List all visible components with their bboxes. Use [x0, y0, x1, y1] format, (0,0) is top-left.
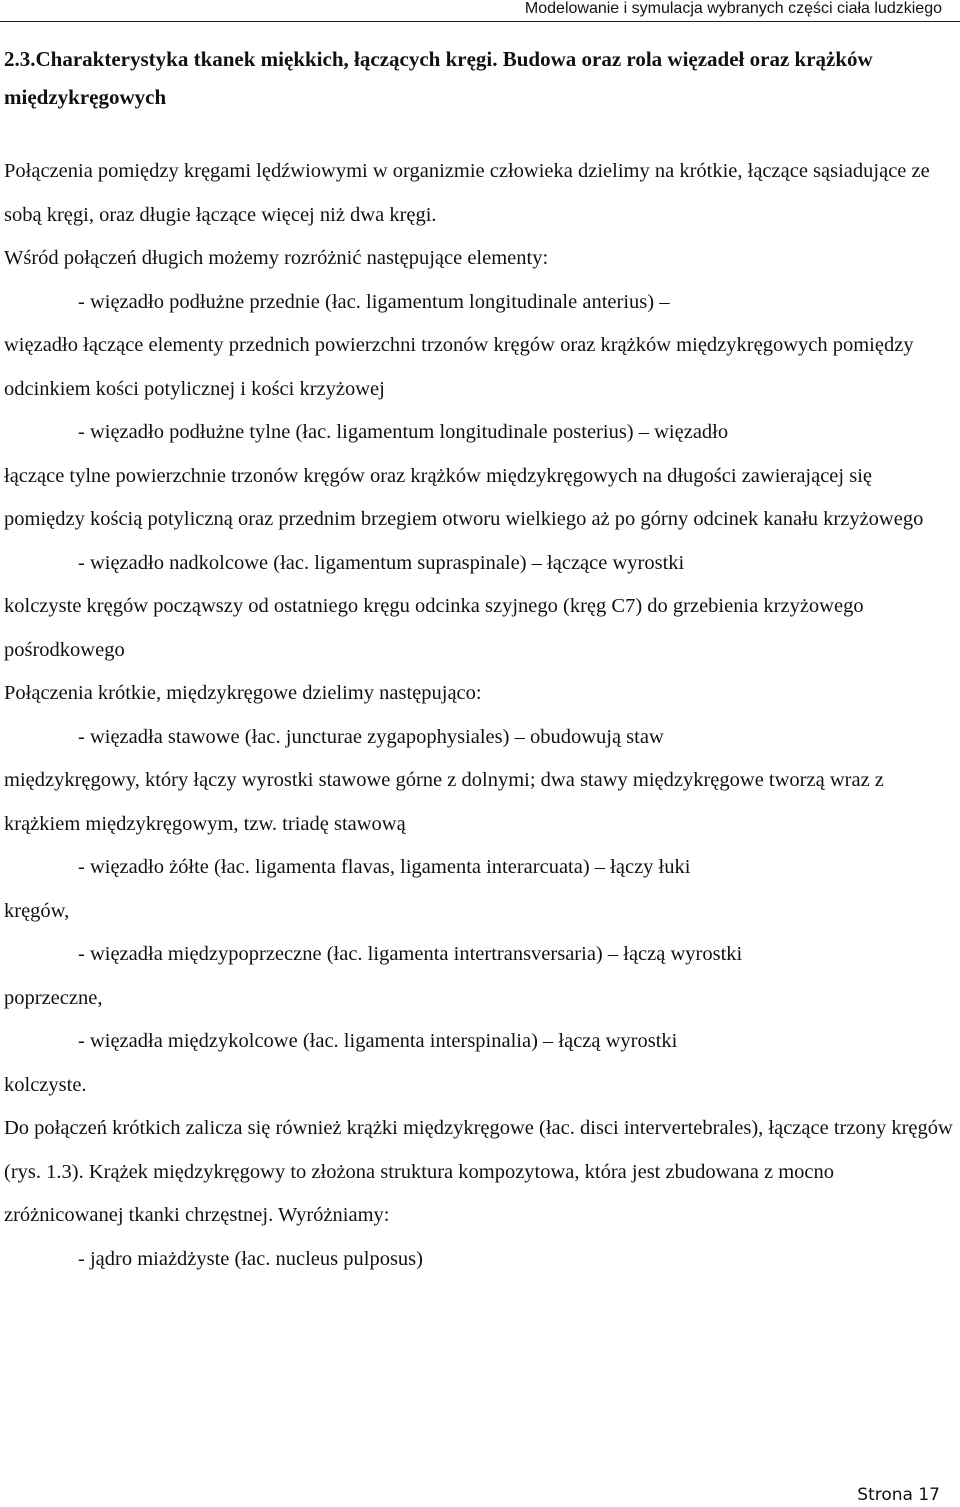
list-item [4, 542, 954, 673]
list-item-lead: - więzadła międzykolcowe (łac. ligamenta interspinalia) – łączą wyrostki [78, 1030, 678, 1052]
list-item [4, 1020, 954, 1107]
list-item-lead: - więzadła stawowe (łac. juncturae zygapophysiales) – obudowują staw [78, 725, 664, 748]
list-item [4, 411, 954, 542]
list-item-text: poprzeczne, [4, 986, 103, 1009]
list-item-lead: - więzadło nadkolcowe (łac. ligamentum supraspinale) – łączące wyrostki [78, 551, 685, 574]
list-item-lead: - więzadło żółte (łac. ligamenta flavas, ligamenta interarcuata) – łączy łuki [78, 856, 691, 878]
paragraph-short-joints: Połączenia krótkie, międzykręgowe dzielimy następująco: [4, 682, 482, 704]
list-item-text: więzadło łączące elementy przednich powierzchni trzonów kręgów oraz krążków międzykręgowych pomiędzy odcinkiem kości potylicznej i kości krzyżowej [4, 334, 914, 400]
header-divider [0, 21, 960, 22]
list-item-text: kolczyste kręgów począwszy od ostatniego kręgu odcinka szyjnego (kręg C7) do grzebienia krzyżowego pośrodkowego [4, 595, 864, 661]
document-body [4, 150, 954, 1281]
list-item-text: łączące tylne powierzchnie trzonów kręgów oraz krążków międzykręgowych na długości zawierającej się pomiędzy kością potyliczną oraz przednim brzegiem otworu wielkiego aż po górny odcinek kanału krzyżowego [4, 464, 924, 530]
list-item-text: kolczyste. [4, 1073, 87, 1096]
list-item [4, 933, 954, 1020]
paragraph-intervertebral-discs: Do połączeń krótkich zalicza się również krążki międzykręgowe (łac. disci intervertebrales), łączące trzony kręgów (rys. 1.3). Krążek międzykręgowy to złożona struktura kompozytowa, która jest zbudowana z mocno zróżnicowanej tkanki chrzęstnej. Wyróżniamy: [4, 1117, 953, 1226]
page-number: Strona 17 [857, 1485, 940, 1505]
running-header: Modelowanie i symulacja wybranych części ciała ludzkiego [524, 0, 942, 17]
list-item-text: kręgów, [4, 899, 70, 922]
list-item-lead: - więzadło podłużne przednie (łac. ligamentum longitudinale anterius) – [78, 290, 670, 313]
section-title: 2.3.Charakterystyka tkanek miękkich, łączących kręgi. Budowa oraz rola więzadeł oraz krążków międzykręgowych [4, 47, 873, 109]
list-item [4, 846, 954, 933]
list-item [4, 281, 954, 412]
list-item-text: międzykręgowy, który łączy wyrostki stawowe górne z dolnymi; dwa stawy międzykręgowe tworzą wraz z krążkiem międzykręgowym, tzw. triadę stawową [4, 769, 884, 835]
paragraph-intro: Połączenia pomiędzy kręgami lędźwiowymi w organizmie człowieka dzielimy na krótkie, łączące sąsiadujące ze sobą kręgi, oraz długie łączące więcej niż dwa kręgi. [4, 160, 930, 226]
list-item-lead: - więzadła międzypoprzeczne (łac. ligamenta intertransversaria) – łączą wyrostki [78, 943, 743, 965]
list-item [4, 716, 954, 847]
list-item-nucleus: - jądro miażdżyste (łac. nucleus pulposus) [78, 1247, 423, 1270]
list-item-lead: - więzadło podłużne tylne (łac. ligamentum longitudinale posterius) – więzadło [78, 421, 729, 443]
paragraph-long-joints: Wśród połączeń długich możemy rozróżnić następujące elementy: [4, 247, 549, 269]
